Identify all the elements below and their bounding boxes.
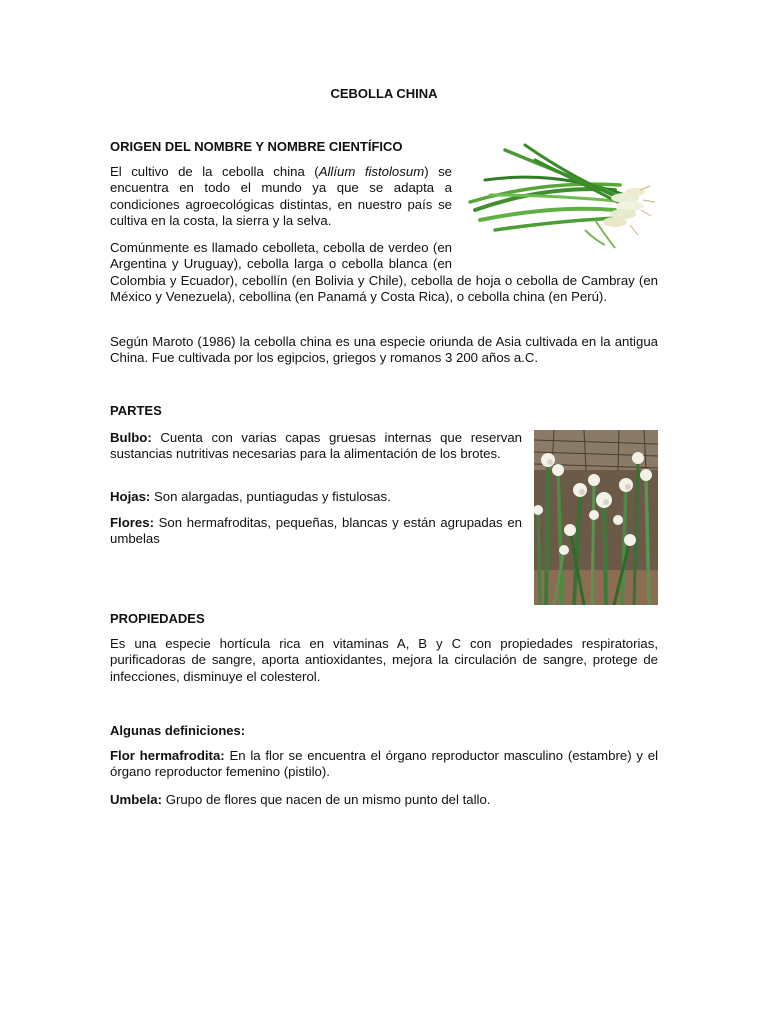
heading-partes: PARTES — [110, 403, 162, 418]
scientific-name: Allíum fistolosum — [318, 164, 425, 179]
hojas-paragraph: Hojas: Son alargadas, puntiagudas y fistulosas. — [110, 489, 391, 504]
document-title: CEBOLLA CHINA — [330, 86, 438, 101]
heading-definiciones: Algunas definiciones: — [110, 723, 246, 738]
bulbo-label: Bulbo: — [110, 430, 152, 445]
origen-paragraph-3: Según Maroto (1986) la cebolla china es una especie oriunda de Asia cultivada en la antigua China. Fue cultivada por los egipcios, griegos y romanos 3 200 años a.C. — [110, 334, 658, 366]
document-page — [110, 0, 658, 1024]
origen-paragraph-2: Comúnmente es llamado cebolleta, cebolla de verdeo (en Argentina y Uruguay), cebolla larga o cebolla blanca (en Colombia y Ecuador), cebollín (en Bolivia y Chile), cebolla de hoja o cebolla de Cambray (en México y Venezuela), cebollina (en Panamá y Costa Rica), o cebolla china (en Perú). — [110, 240, 658, 305]
propiedades-paragraph: Es una especie hortícula rica en vitaminas A, B y C con propiedades respiratorias, purificadoras de sangre, aporta antioxidantes, mejora la circulación de sangre, protege de infecciones, disminuye el colesterol. — [110, 636, 658, 684]
onion-flowers-image — [534, 430, 658, 605]
heading-origen: ORIGEN DEL NOMBRE Y NOMBRE CIENTÍFICO — [110, 139, 403, 154]
origen-paragraph-1: El cultivo de la cebolla china (Allíum fistolosum) se encuentra en todo el mundo ya que se adapta a condiciones agroecológicas distintas, en nuestro país se cultiva en la costa, la sierra y la selva. — [110, 164, 452, 229]
bulbo-paragraph: Bulbo: Cuenta con varias capas gruesas internas que reservan sustancias nutritivas necesarias para la alimentación de los brotes. — [110, 430, 522, 462]
heading-propiedades: PROPIEDADES — [110, 611, 205, 626]
flor-hermafrodita-paragraph: Flor hermafrodita: En la flor se encuentra el órgano reproductor masculino (estambre) y el órgano reproductor femenino (pistilo). — [110, 748, 658, 780]
umbela-paragraph: Umbela: Grupo de flores que nacen de un mismo punto del tallo. — [110, 792, 491, 807]
umbela-label: Umbela: — [110, 792, 163, 807]
flores-label: Flores: — [110, 515, 154, 530]
flor-hermafrodita-label: Flor hermafrodita: — [110, 748, 225, 763]
hojas-label: Hojas: — [110, 489, 151, 504]
flores-paragraph: Flores: Son hermafroditas, pequeñas, blancas y están agrupadas en umbelas — [110, 515, 522, 547]
